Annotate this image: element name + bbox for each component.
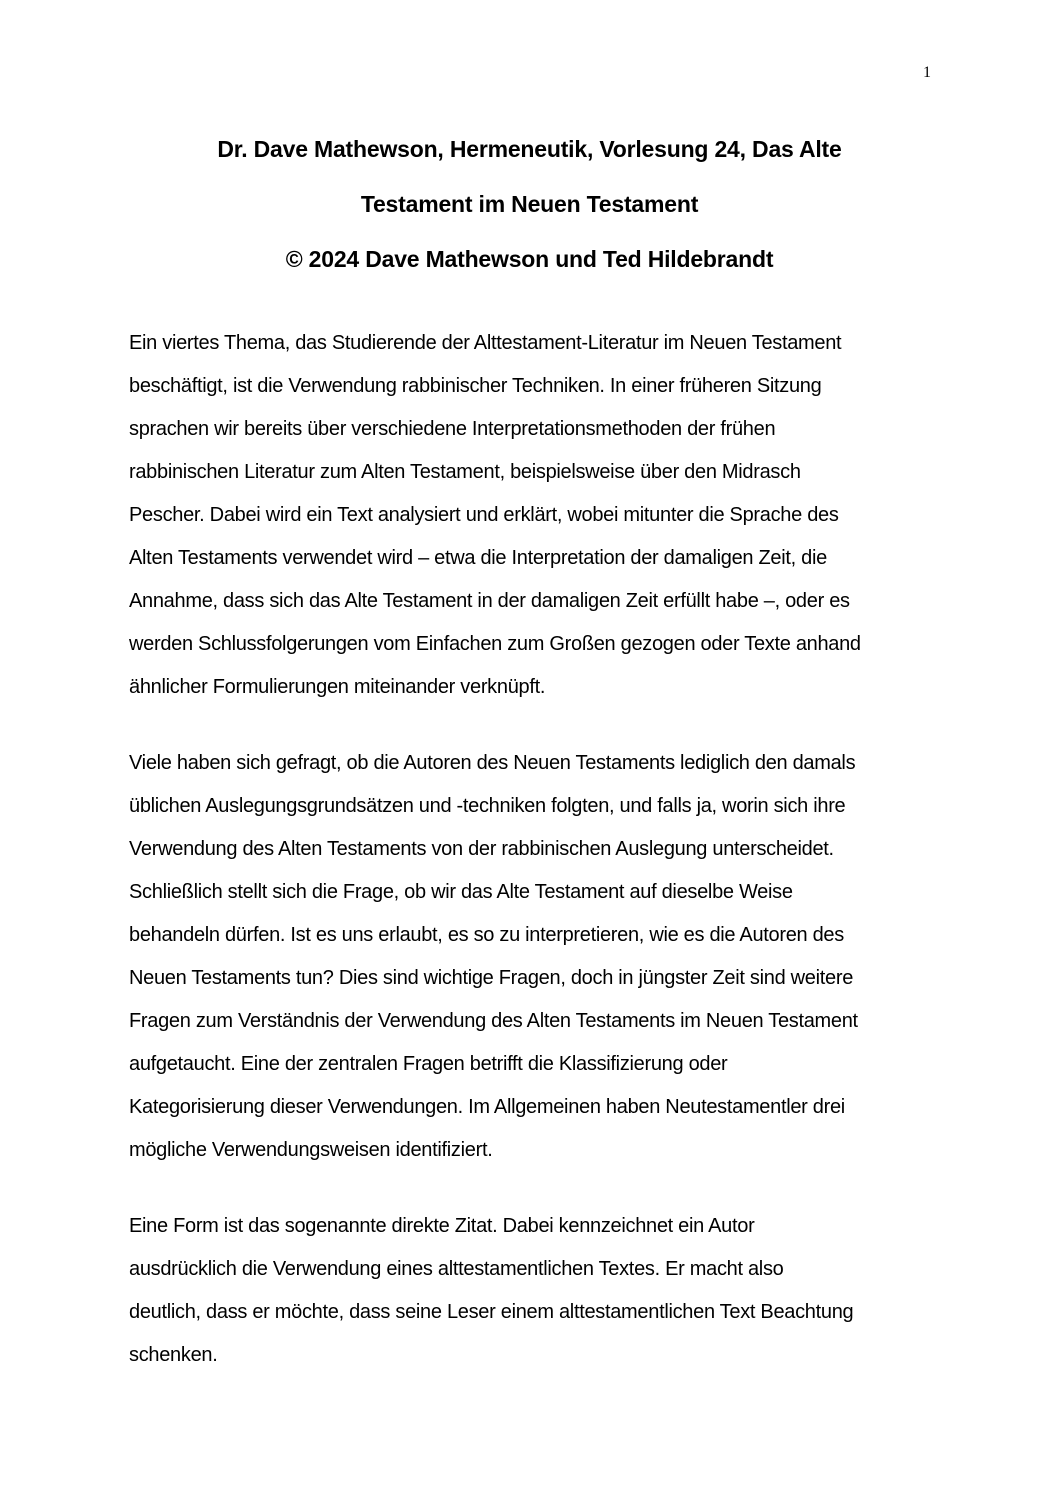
text-line: Testament im Neuen Testament — [360, 191, 699, 217]
text-line: Verwendung des Alten Testaments von der rabbinischen Auslegung unterscheidet. — [129, 838, 834, 860]
paragraph-1 — [129, 322, 930, 709]
text-line: werden Schlussfolgerungen vom Einfachen zum Großen gezogen oder Texte anhand — [129, 633, 861, 655]
page-number: 1 — [923, 64, 931, 81]
text-line: schenken. — [129, 1344, 218, 1366]
text-line: üblichen Auslegungsgrundsätzen und -techniken folgten, und falls ja, worin sich ihre — [129, 795, 846, 817]
paragraph-2 — [129, 742, 930, 1172]
text-line: Alten Testaments verwendet wird – etwa die Interpretation der damaligen Zeit, die — [129, 547, 827, 569]
text-line: Kategorisierung dieser Verwendungen. Im Allgemeinen haben Neutestamentler drei — [129, 1096, 845, 1118]
text-line: mögliche Verwendungsweisen identifiziert. — [129, 1139, 493, 1161]
text-line: ähnlicher Formulierungen miteinander verknüpft. — [129, 676, 546, 698]
text-line: Ein viertes Thema, das Studierende der Alttestament-Literatur im Neuen Testament — [129, 332, 842, 354]
text-line: © 2024 Dave Mathewson und Ted Hildebrandt — [285, 246, 774, 272]
text-line: rabbinischen Literatur zum Alten Testament, beispielsweise über den Midrasch — [129, 461, 801, 483]
paragraph-3 — [129, 1205, 930, 1377]
document-title — [129, 122, 930, 287]
text-line: behandeln dürfen. Ist es uns erlaubt, es so zu interpretieren, wie es die Autoren des — [129, 924, 844, 946]
text-line: Annahme, dass sich das Alte Testament in der damaligen Zeit erfüllt habe –, oder es — [129, 590, 850, 612]
text-line: Fragen zum Verständnis der Verwendung des Alten Testaments im Neuen Testament — [129, 1010, 858, 1032]
text-line: aufgetaucht. Eine der zentralen Fragen betrifft die Klassifizierung oder — [129, 1053, 728, 1075]
text-line: Neuen Testaments tun? Dies sind wichtige Fragen, doch in jüngster Zeit sind weitere — [129, 967, 854, 989]
text-line: deutlich, dass er möchte, dass seine Leser einem alttestamentlichen Text Beachtung — [129, 1301, 854, 1323]
text-line: Pescher. Dabei wird ein Text analysiert und erklärt, wobei mitunter die Sprache des — [129, 504, 839, 526]
text-line: Viele haben sich gefragt, ob die Autoren des Neuen Testaments lediglich den damals — [129, 752, 856, 774]
page-content — [129, 0, 930, 1410]
text-line: ausdrücklich die Verwendung eines alttestamentlichen Textes. Er macht also — [129, 1258, 784, 1280]
text-line: Dr. Dave Mathewson, Hermeneutik, Vorlesung 24, Das Alte — [217, 136, 842, 162]
text-line: beschäftigt, ist die Verwendung rabbinischer Techniken. In einer früheren Sitzung — [129, 375, 822, 397]
text-line: Eine Form ist das sogenannte direkte Zitat. Dabei kennzeichnet ein Autor — [129, 1215, 755, 1237]
text-line: Schließlich stellt sich die Frage, ob wir das Alte Testament auf dieselbe Weise — [129, 881, 793, 903]
text-line: sprachen wir bereits über verschiedene Interpretationsmethoden der frühen — [129, 418, 776, 440]
